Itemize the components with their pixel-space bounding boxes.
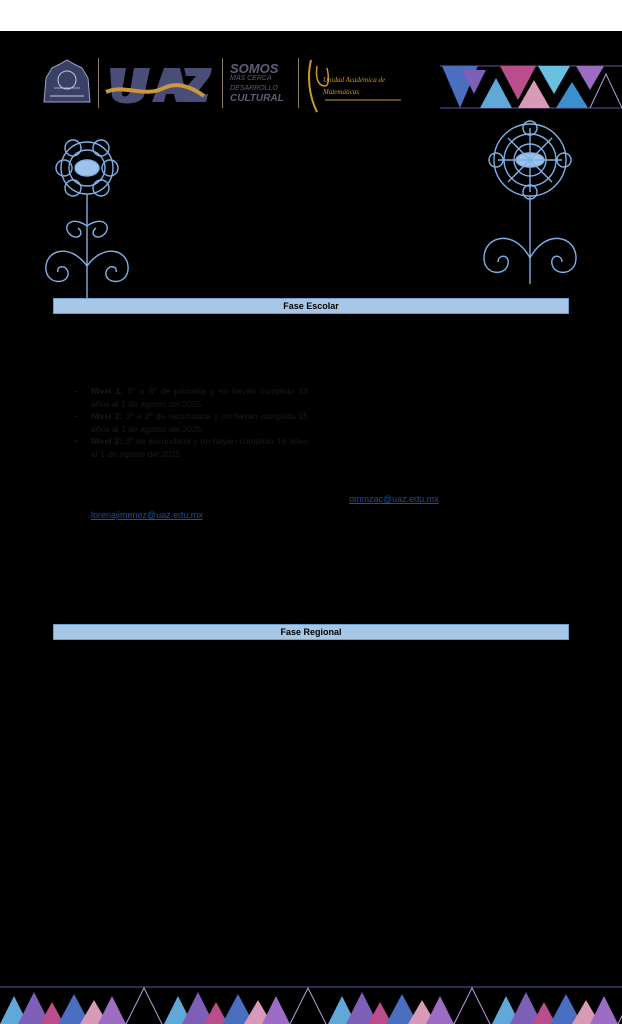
uaz-logo (104, 62, 212, 106)
state-seal-logo (40, 58, 94, 106)
levels-list (74, 385, 308, 460)
unidad-logo-text: Unidad Académica de Matemáticas (323, 76, 386, 96)
section-header-fase-escolar: Fase Escolar (53, 298, 569, 314)
decorative-triangle-border (0, 986, 622, 1024)
list-item: • Nivel 1: 5º o 6º de primaria y no hayan cumplido 13 años al 1 de agosto del 2025. (74, 385, 308, 410)
header-logos (40, 52, 400, 118)
divider (222, 58, 223, 108)
section-header-fase-regional: Fase Regional (53, 624, 569, 640)
flower-illustration-left (40, 134, 134, 302)
top-white-band (0, 0, 622, 31)
email-link-ommzac[interactable]: ommzac@uaz.edu.mx (349, 494, 439, 504)
list-item: • Nivel 3: 3º de secundaria y no hayan cumplido 16 años al 1 de agosto del 2025. (74, 435, 308, 460)
divider (298, 58, 299, 108)
email-link-lorenajimenez[interactable]: lorenajimenez@uaz.edu.mx (91, 510, 203, 520)
somos-logo-text: SOMOS MÁS CERCA DESARROLLO CULTURAL (230, 61, 284, 104)
decorative-triangle-pattern (440, 64, 622, 110)
divider (98, 58, 99, 108)
list-item: • Nivel 2: 1º o 2º de secundaria y no hayan cumplido 15 años al 1 de agosto del 2025. (74, 410, 308, 435)
flower-illustration-right (478, 118, 582, 288)
